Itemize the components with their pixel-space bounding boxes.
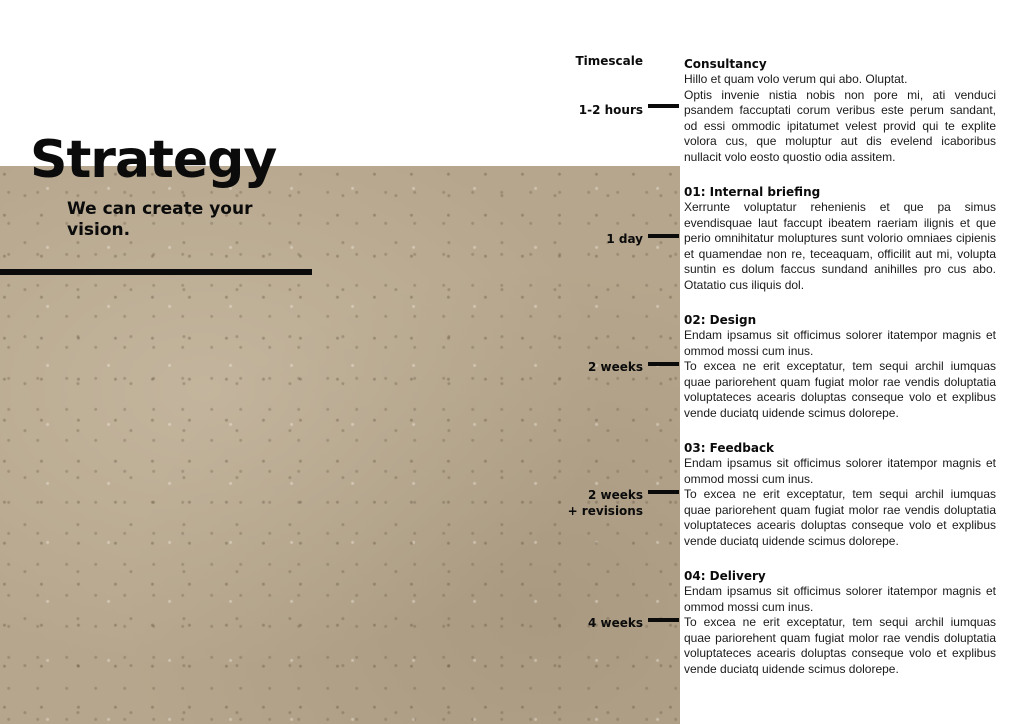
section-paragraph: Endam ipsamus sit officimus solorer itatempor magnis et ommod mossi cum inus.: [684, 328, 996, 358]
section-consultancy: [684, 56, 996, 166]
section-paragraph: Endam ipsamus sit officimus solorer itatempor magnis et ommod mossi cum inus.: [684, 456, 996, 486]
timescale-tick: [648, 362, 679, 366]
section-delivery: [684, 568, 996, 678]
section-paragraph: To excea ne erit exceptatur, tem sequi archil iumquas quae pariorehent quam fugiat molor rae vendis doluptatia voluptateces acearis doluptas conseque volo et explibus vende duciatq uidende scimus dolorepe.: [684, 359, 996, 420]
timescale-tick: [648, 104, 679, 108]
timescale-label-design: 2 weeks: [587, 360, 643, 374]
section-paragraph: Endam ipsamus sit officimus solorer itatempor magnis et ommod mossi cum inus.: [684, 584, 996, 614]
kraft-paper-background: [0, 166, 680, 724]
section-paragraph: Hillo et quam volo verum qui abo. Oluptat.: [684, 72, 908, 86]
section-heading: 04: Delivery: [684, 569, 766, 583]
section-paragraph: Optis invenie nistia nobis non pore mi, ati venduci psandem faccuptati corum veribus este perum sandant, od essi ommodic ipitatumet velest provid qui te explite volora cus, que moluptur aut dis evelend icaboribus nullacit volo eosto quostio odia assitem.: [684, 87, 996, 164]
section-paragraph: To excea ne erit exceptatur, tem sequi archil iumquas quae pariorehent quam fugiat molor rae vendis doluptatia voluptateces acearis doluptas conseque volo et explibus vende duciatq uidende scimus dolorepe.: [684, 487, 996, 548]
page-subtitle: We can create your vision.: [67, 199, 253, 240]
timescale-label-delivery: 4 weeks: [587, 616, 643, 630]
section-internal-briefing: [684, 184, 996, 294]
section-feedback: [684, 440, 996, 550]
section-paragraph: To excea ne erit exceptatur, tem sequi archil iumquas quae pariorehent quam fugiat molor rae vendis doluptatia voluptateces acearis doluptas conseque volo et explibus vende duciatq uidende scimus dolorepe.: [684, 615, 996, 676]
title-divider: [0, 269, 312, 275]
timescale-label-feedback: 2 weeks + revisions: [567, 488, 643, 518]
timescale-tick: [648, 618, 679, 622]
timescale-label-briefing: 1 day: [606, 232, 643, 246]
section-heading: 03: Feedback: [684, 441, 775, 455]
timescale-tick: [648, 490, 679, 494]
section-heading: 02: Design: [684, 313, 757, 327]
timescale-tick: [648, 234, 679, 238]
page-title: Strategy: [30, 130, 277, 190]
section-heading: Consultancy: [684, 57, 767, 71]
section-heading: 01: Internal briefing: [684, 185, 821, 199]
timescale-heading: Timescale: [575, 54, 643, 68]
section-design: [684, 312, 996, 422]
timescale-label-consultancy: 1-2 hours: [578, 103, 643, 117]
section-paragraph: Xerrunte voluptatur rehenienis et que pa simus evendisquae laut faccupt ibeatem raeriam ilignis et que perio omnihitatur moluptures sunt volorio omniaes cipienis et quamendae non re, teceaquam, officilit aut mi, volupta suntin es dolum faccus sundand anihilles pro cus abo. Otatatio cus iliquis dol.: [684, 200, 996, 292]
